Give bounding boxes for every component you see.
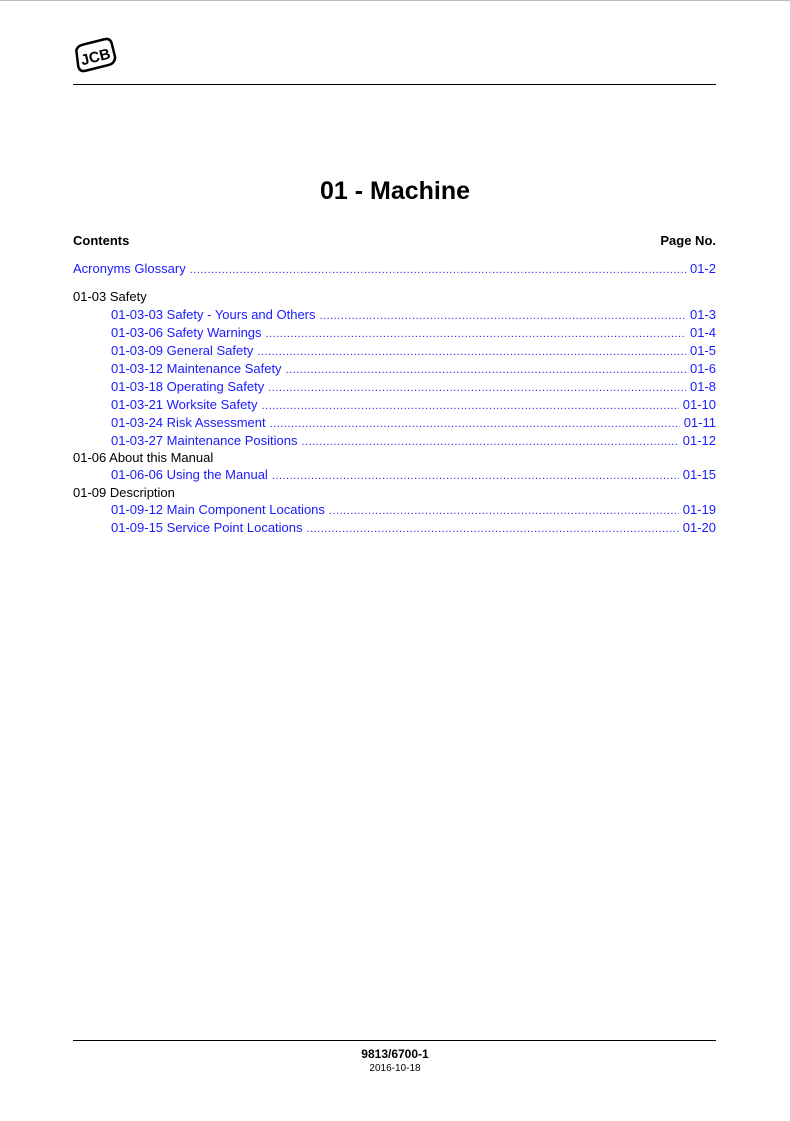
toc-leader-dots [266,326,686,342]
toc-entry-label: 01-03-24 Risk Assessment [111,415,266,430]
section-heading-description: 01-09 Description [73,485,175,500]
footer-rule [73,1040,716,1041]
toc-entry-page: 01-8 [689,379,716,394]
toc-entry-page: 01-4 [689,325,716,340]
toc-entry-page: 01-12 [682,433,716,448]
toc-entry-label: 01-03-21 Worksite Safety [111,397,258,412]
toc-leader-dots [307,521,679,537]
toc-entry-label: 01-03-18 Operating Safety [111,379,265,394]
toc-entry-label: 01-03-27 Maintenance Positions [111,433,298,448]
toc-leader-dots [329,503,679,519]
toc-entry[interactable] [111,361,716,378]
toc-entry-label: 01-03-09 General Safety [111,343,254,358]
toc-entry-label: 01-03-12 Maintenance Safety [111,361,282,376]
document-date: 2016-10-18 [369,1063,421,1074]
toc-entry-label: 01-09-12 Main Component Locations [111,502,325,517]
toc-leader-dots [261,398,678,414]
jcb-logo [72,36,118,74]
toc-entry-page: 01-3 [689,307,716,322]
toc-entry-page: 01-2 [689,261,716,276]
toc-leader-dots [268,380,686,396]
toc-entry[interactable] [111,502,716,519]
toc-entry-page: 01-20 [682,520,716,535]
toc-entry[interactable] [111,520,716,537]
toc-leader-dots [270,416,680,432]
toc-leader-dots [257,344,686,360]
toc-leader-dots [190,262,686,278]
toc-leader-dots [320,308,686,324]
contents-label: Contents [73,233,130,248]
section-heading-about-manual: 01-06 About this Manual [73,450,214,465]
toc-entry[interactable] [111,415,716,432]
toc-entry-label: 01-06-06 Using the Manual [111,467,268,482]
page-title: 01 - Machine [319,177,471,205]
section-heading-safety: 01-03 Safety [73,289,147,304]
header-rule [73,84,716,85]
toc-entry-label: 01-03-03 Safety - Yours and Others [111,307,316,322]
toc-entry[interactable] [111,467,716,484]
toc-entry-label: 01-09-15 Service Point Locations [111,520,303,535]
svg-text:JCB: JCB [78,45,113,70]
toc-leader-dots [301,434,678,450]
toc-header [73,233,716,249]
toc-entry-label: Acronyms Glossary [73,261,186,276]
toc-entry[interactable] [111,325,716,342]
document-number: 9813/6700-1 [361,1047,429,1061]
toc-entry[interactable] [111,433,716,450]
toc-entry-page: 01-6 [689,361,716,376]
page-no-label: Page No. [660,233,716,248]
toc-entry-page: 01-19 [682,502,716,517]
toc-entry-acronyms-glossary[interactable] [73,261,716,278]
toc-entry[interactable] [111,307,716,324]
toc-entry-page: 01-5 [689,343,716,358]
toc-entry-label: 01-03-06 Safety Warnings [111,325,262,340]
toc-entry-page: 01-11 [683,415,716,430]
toc-entry-page: 01-15 [682,467,716,482]
toc-leader-dots [272,468,679,484]
toc-entry-page: 01-10 [682,397,716,412]
top-border [0,0,790,1]
toc-entry[interactable] [111,343,716,360]
toc-leader-dots [286,362,686,378]
toc-entry[interactable] [111,379,716,396]
toc-entry[interactable] [111,397,716,414]
